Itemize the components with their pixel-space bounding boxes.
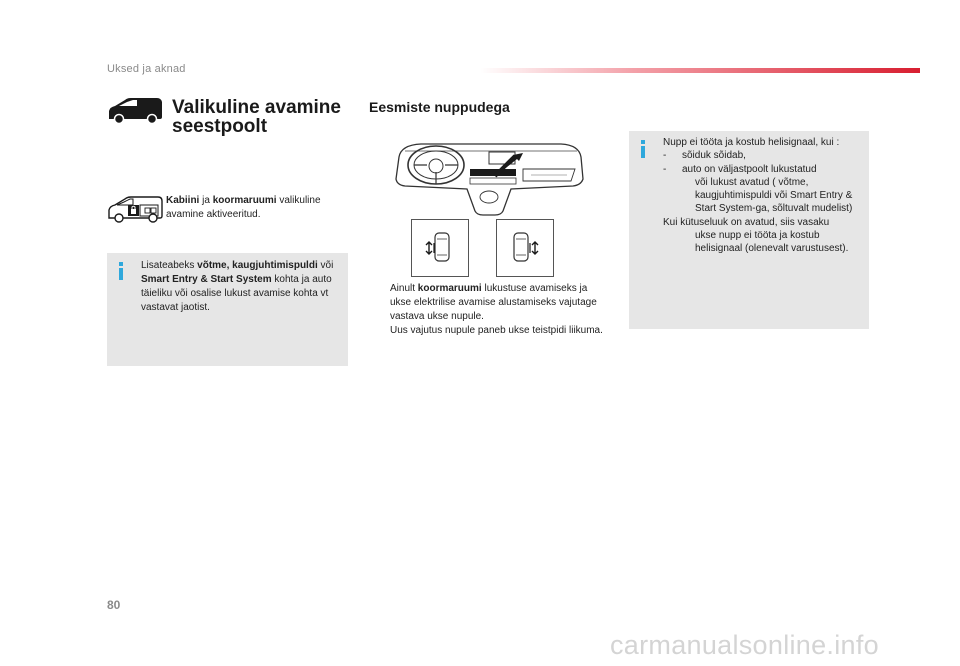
info-right-text — [663, 136, 867, 256]
step-2 — [369, 324, 609, 338]
title-line-1: Valikuline avamine — [172, 97, 341, 118]
condition-1: - sõiduk sõidab, — [663, 150, 746, 162]
info-icon — [119, 268, 123, 280]
van-door-lock-icon — [107, 196, 163, 223]
watermark: carmanualsonline.info — [610, 630, 879, 660]
info-left-text — [141, 259, 345, 315]
info-box-right — [629, 131, 869, 329]
condition-intro: Nupp ei tööta ja kostub helisignaal, kui : — [663, 137, 840, 148]
dash: - — [663, 150, 667, 162]
activation-note — [166, 194, 348, 222]
info-icon — [641, 146, 645, 158]
right-sliding-door-icon — [497, 220, 553, 276]
right-door-button-diagram — [496, 219, 554, 277]
step-1 — [369, 282, 609, 324]
condition-2-cont: või lukust avatud ( võtme, kaugjuhtimispuldi või Smart Entry & Start System-ga, sõltuvalt mudelist) — [695, 176, 853, 215]
info-mid: või — [317, 260, 334, 271]
dash: - — [663, 163, 667, 175]
title-line-2: seestpoolt — [172, 116, 268, 137]
header-accent-bar — [480, 68, 920, 73]
condition-2: - auto on väljastpoolt lukustatud — [663, 163, 817, 175]
left-sliding-door-icon — [412, 220, 468, 276]
left-door-button-diagram — [411, 219, 469, 277]
info-bold-2: Smart Entry & Start System — [141, 274, 272, 285]
cab-mid: ja — [199, 195, 213, 206]
info-rest: kohta ja auto täieliku või osalise lukust avamise kohta vt vastavat jaotist. — [141, 274, 332, 313]
dashboard-illustration — [391, 139, 587, 217]
fuel-flap-note: Kui kütuseluuk on avatud, siis vasaku — [663, 216, 830, 228]
cab-rest: valikuline avamine aktiveeritud. — [166, 195, 321, 220]
info-box-left — [107, 253, 348, 366]
section-heading: Eesmiste nuppudega — [369, 99, 510, 115]
van-icon — [107, 96, 163, 124]
step-1-bold: koormaruumi — [417, 283, 482, 294]
step-1-pre: Ainult — [390, 283, 418, 294]
info-bold-1: võtme, kaugjuhtimispuldi — [197, 260, 318, 271]
step-2-text: Uus vajutus nupule paneb ukse teistpidi liikuma. — [390, 325, 603, 336]
cab-bold-1: Kabiini — [166, 195, 200, 206]
page-number: 80 — [107, 598, 121, 612]
page-title — [172, 98, 341, 136]
section-header: Uksed ja aknad — [107, 63, 186, 75]
fuel-flap-note-cont: ukse nupp ei tööta ja kostub helisignaal (olenevalt varustusest). — [695, 230, 849, 255]
cab-bold-2: koormaruumi — [212, 195, 277, 206]
step-1-rest: lukustuse avamiseks ja ukse elektrilise avamise alustamiseks vajutage vastava ukse nupule. — [390, 283, 597, 322]
info-pre: Lisateabeks — [141, 260, 198, 271]
instruction-steps — [369, 282, 609, 338]
